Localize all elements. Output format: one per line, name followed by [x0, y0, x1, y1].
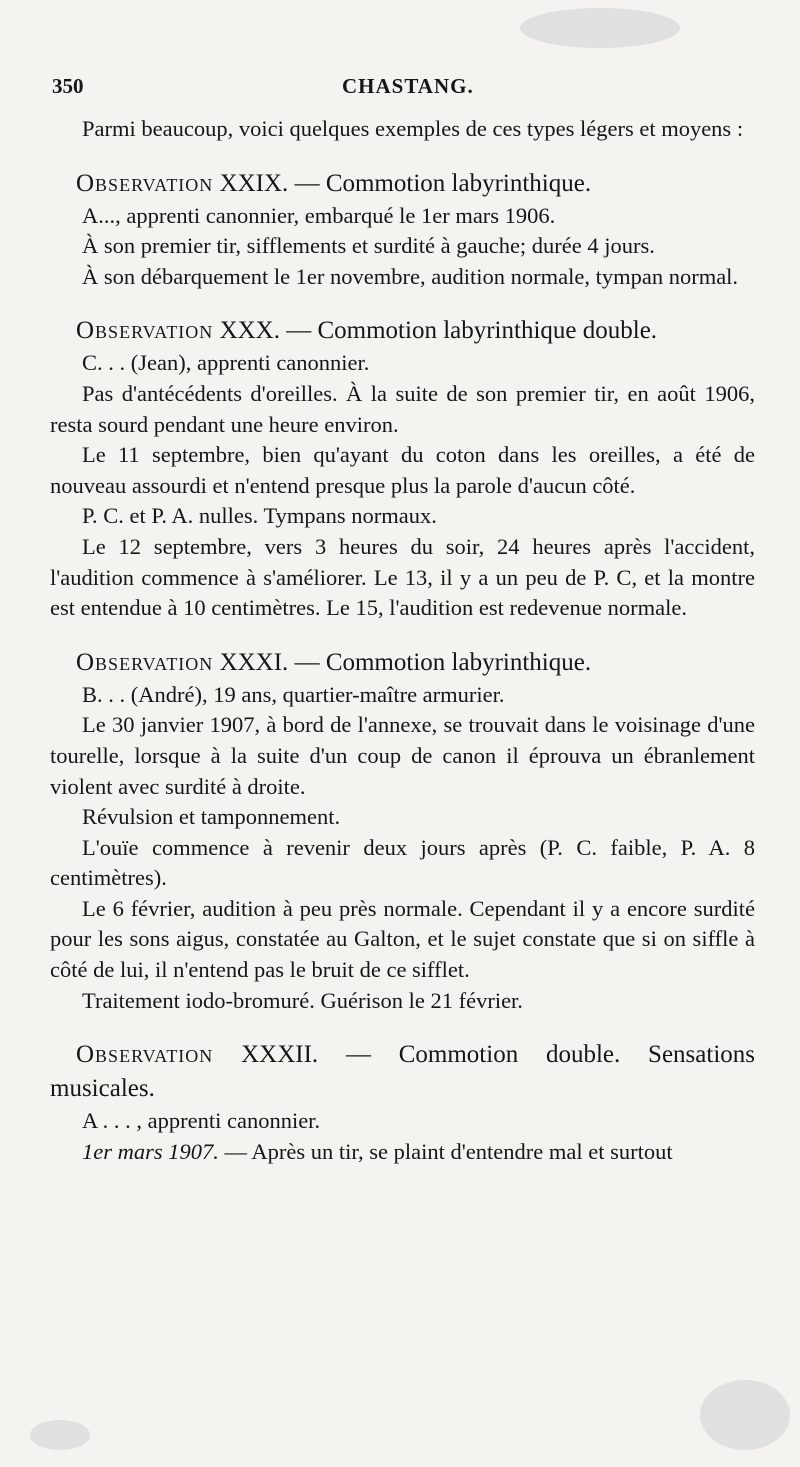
observation-label: Observation	[76, 169, 214, 197]
obs31-paragraph-3: Révulsion et tamponnement.	[82, 804, 341, 830]
obs31-paragraph-4: L'ouïe commence à revenir deux jours après (P. C. faible, P. A. 8 centimètres).	[50, 834, 755, 891]
obs29-paragraph-1: A..., apprenti canonnier, embarqué le 1er mars 1906.	[82, 202, 556, 228]
intro-paragraph	[50, 114, 755, 145]
observation-number: XXX.	[219, 317, 280, 345]
obs30-paragraph-3: Le 11 septembre, bien qu'ayant du coton dans les oreilles, a été de nouveau assourdi et n'entend presque plus la parole d'aucun côté.	[50, 442, 755, 498]
obs31-paragraph-2: Le 30 janvier 1907, à bord de l'annexe, se trouvait dans le voisinage d'une tourelle, lorsque à la suite d'un coup de canon il éprouva un ébranlement violent avec surdité à droite.	[50, 712, 755, 799]
page-body	[50, 114, 755, 1167]
obs30-paragraph-4: P. C. et P. A. nulles. Tympans normaux.	[82, 503, 437, 529]
observation-number: XXXII.	[241, 1041, 319, 1069]
obs32-paragraph-2	[50, 1137, 755, 1168]
obs29-paragraph-3: À son débarquement le 1er novembre, audition normale, tympan normal.	[82, 263, 739, 289]
intro-line-1: Parmi beaucoup, voici quelques exemples de ces types	[82, 116, 575, 141]
obs32-paragraph-1: A . . . , apprenti canonnier.	[82, 1108, 321, 1134]
observation-title: — Commotion labyrinthique double.	[279, 317, 658, 345]
observation-xxx-heading	[50, 314, 755, 348]
obs30-paragraph-2: Pas d'antécédents d'oreilles. À la suite de son premier tir, en août 1906, resta sourd pendant une heure environ.	[50, 380, 755, 437]
obs31-paragraph-5: Le 6 février, audition à peu près normale. Cependant il y a encore surdité pour les sons aigus, constatée au Galton, et le sujet constate que si on siffle à côté de lui, il n'entend pas le bruit de ce sifflet.	[50, 895, 755, 983]
observation-title: — Commotion double. Sensations musicales.	[50, 1041, 755, 1103]
observation-number: XXIX.	[219, 169, 289, 197]
obs30-paragraph-1: C. . . (Jean), apprenti canonnier.	[82, 350, 370, 376]
obs31-paragraph-6: Traitement iodo-bromuré. Guérison le 21 février.	[82, 987, 523, 1013]
intro-line-2: légers et moyens :	[579, 116, 744, 141]
observation-label: Observation	[76, 648, 214, 676]
obs29-paragraph-2: À son premier tir, sifflements et surdité à gauche; durée 4 jours.	[82, 233, 655, 259]
obs32-date: 1er mars 1907.	[82, 1138, 219, 1164]
page-header	[52, 74, 752, 104]
observation-label: Observation	[76, 317, 214, 345]
obs32-text: — Après un tir, se plaint d'entendre mal et surtout	[218, 1138, 673, 1164]
obs31-paragraph-1: B. . . (André), 19 ans, quartier-maître armurier.	[82, 681, 505, 707]
observation-title: — Commotion labyrinthique.	[288, 648, 592, 676]
observation-number: XXXI.	[219, 648, 289, 676]
page-number: 350	[52, 74, 84, 98]
observation-xxix-heading	[50, 167, 755, 201]
running-head: CHASTANG.	[342, 74, 474, 98]
observation-xxxi-heading	[50, 646, 755, 680]
obs30-paragraph-5: Le 12 septembre, vers 3 heures du soir, 24 heures après l'accident, l'audition commence à s'améliorer. Le 13, il y a un peu de P. C, et la montre est entendue à 10 centimètres. Le 15, l'audition est redevenue normale.	[50, 533, 755, 621]
observation-xxxii-heading	[50, 1038, 755, 1106]
observation-label: Observation	[76, 1041, 214, 1069]
observation-title: — Commotion labyrinthique.	[288, 169, 592, 197]
